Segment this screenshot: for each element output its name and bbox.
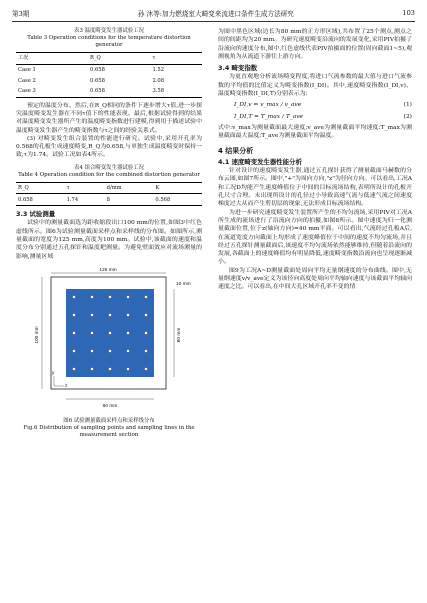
- section-3-3-para: 试验中的测量截面选为距收缩段出口100 mm的位置,如图3中红色虚线所示。图6为试验测量截面采样点和采样线的分布图。如图所示,测量截面的宽度为125 mm,高度为100 mm。试验中,该截面的速度和温度分布分别通过五孔探针和温度耙测量。为避免壁面效应对流场测量的影响,测量区域: [16, 220, 202, 260]
- sampling-point: [108, 331, 111, 334]
- section-3-3-title: 3.3 试验测量: [16, 210, 56, 219]
- table3-cell: Case 2: [18, 77, 36, 84]
- table3-col-header: R_Q: [90, 55, 101, 62]
- sampling-point: [72, 349, 75, 352]
- equation-1-number: (1): [403, 102, 412, 109]
- sampling-point: [108, 295, 111, 298]
- z-axis-label: z: [65, 383, 68, 389]
- sampling-point: [90, 313, 93, 316]
- sampling-point: [90, 295, 93, 298]
- left-column: [16, 28, 202, 439]
- sampling-point: [72, 367, 75, 370]
- running-title: 孙 沐等:加力燃烧室大畸变来流进口条件生成方法研究: [137, 10, 294, 18]
- figure-6-caption-en: Fig.6 Distribution of sampling points and sampling lines in the measurement section: [23, 425, 195, 439]
- table3-cell: 2.08: [152, 77, 165, 84]
- sampling-point: [126, 349, 129, 352]
- table3-cell: 1.52: [152, 66, 165, 73]
- section-4-title: 4 结果分析: [218, 146, 254, 155]
- table3-cell: 0.658: [90, 77, 105, 84]
- sampling-point: [90, 349, 93, 352]
- table4-col-header: τ: [66, 184, 70, 191]
- sampling-point: [72, 295, 75, 298]
- inner-width-label: 80 mm: [102, 403, 118, 409]
- outer-height-label: 100 mm: [35, 326, 40, 344]
- sampling-point: [144, 331, 147, 334]
- right-para-6: 图9为工况A~D测量截面处周向平均无量纲速度的分布曲线。图中,无量纲速度v/v_ave定义为该径向高度处周向平均轴向速度与该截面平均轴向速度之比。可以看出,在中间大孔区域开孔率不变的情: [218, 267, 412, 291]
- sampling-point: [108, 349, 111, 352]
- table3-col-header: 工况: [18, 55, 29, 62]
- left-para-2: (3) 对畸变发生组合装置的性能进行研究。试验中,采用开孔率为0.568的孔板生成速度畸变,R_Q为0.658,与单独生成温度畸变时保持一致;τ为1.74。试验工况如表4所示。: [16, 135, 202, 159]
- table4-col-header: R_Q: [18, 184, 29, 191]
- left-para-1: 预定的温度分布。然后,在R_Q相同的条件下逐步增大τ值,进一步探究温度畸变发生器在不同τ值下的性能表现。最后,根据试验得到的结果对温度畸变发生器所产生的温度畸变指数进行建模,得到用于描述试验中温度畸变发生器产生的畸变指数与τ之间的经验关系式。: [16, 102, 202, 134]
- top-gap-label: 10 mm: [176, 281, 191, 287]
- table4-title-en: Table 4 Operation condition for the combined distortion generator: [18, 171, 200, 178]
- sampling-point: [144, 295, 147, 298]
- table3-cell: 3.58: [152, 88, 165, 95]
- page-number: 103: [402, 9, 415, 17]
- section-4-1-title: 4.1 速度畸变发生器性能分析: [218, 157, 302, 166]
- table4-title-cn: 表4 组合畸变发生器试验工况: [74, 164, 144, 171]
- inner-height-label: 80 mm: [177, 327, 182, 343]
- table3-col-header: τ: [152, 55, 156, 62]
- sampling-point: [126, 295, 129, 298]
- right-para-2: 为更直观地分析流场畸变程度,将进口气流参数的最大值与进口气流参数的平均值的比值定义为畸变指数(I_DI)。其中,速度畸变指数(I_DI,v)、温度畸变指数(I_DI,T)分别表示为:: [218, 74, 412, 98]
- table3-title-en: Table 3 Operation conditions for the temperature distortion generator: [27, 35, 191, 48]
- table4-row: [16, 194, 202, 206]
- sampling-point: [126, 313, 129, 316]
- table3-cell: 0.658: [90, 88, 105, 95]
- equation-2-body: I_DI,T = T_max / T_ave: [234, 113, 304, 120]
- table3-cell: 0.658: [90, 66, 105, 73]
- page-header: [12, 7, 415, 19]
- figure-6-caption-cn: 图6 试验测量截面采样点和采样线分布: [63, 418, 155, 425]
- sampling-point: [108, 313, 111, 316]
- table4-col-header: d/mm: [106, 184, 122, 191]
- table3-row: [16, 75, 202, 86]
- sampling-point: [144, 367, 147, 370]
- sampling-point: [144, 313, 147, 316]
- right-para-3: 式中:v_max为测量截面最大速度;v_ave为测量截面平均速度;T_max为测量截面最大温度;T_ave为测量截面平均温度。: [218, 124, 412, 140]
- equation-1-body: I_DI,v = v_max / v_ave: [234, 102, 302, 109]
- right-para-1: 为图中黑色区域(边长为80 mm的正方形区域),共布置了25个测点,测点之间的间距均为20 mm。为研究速度畸变沿流向的发展变化,采用PIV拍摄了沿流向的速度分布,图中,红色虚线代表PIV拍摄面的位置(周向截面1~5),观测视角为从流道下游往上游方向。: [218, 29, 412, 60]
- sampling-point: [72, 313, 75, 316]
- figure-6: [16, 265, 202, 439]
- table4-cell: 0.658: [18, 196, 33, 203]
- figure-6-diagram: [16, 265, 202, 415]
- table3-cell: Case 1: [18, 66, 36, 73]
- sampling-point: [90, 331, 93, 334]
- sampling-point: [126, 331, 129, 334]
- equation-1: [218, 101, 412, 109]
- y-axis-label: y: [52, 370, 55, 376]
- right-para-4: 针对设计的速度畸变发生器,通过五孔探针获得了测量截面马赫数的分布云图,如图7所示。图中,"+"为周向方向,"z"为径向方向。可以看出,工况A和工况D均能产生速度峰值位于中间的目标流场结构,表明所设计的孔板开孔尺寸合理。未出现所设计的孔径过小导致高速气流与低速气流之间速度梯度过大从而产生剪切层的现象,无法形成目标流场结构。: [218, 168, 412, 208]
- sampling-point: [72, 331, 75, 334]
- table3: [16, 52, 202, 98]
- table4-cell: 1.74: [66, 196, 79, 203]
- section-3-4-title: 3.4 畸变指数: [218, 64, 258, 73]
- equation-2: [218, 113, 412, 121]
- table3-row: [16, 64, 202, 75]
- sampling-point: [126, 367, 129, 370]
- table4-cell: 0.568: [155, 196, 171, 203]
- table4-col-header: K: [155, 184, 160, 191]
- header-rule: [12, 21, 415, 22]
- sampling-point: [144, 349, 147, 352]
- table4-cell: 8: [106, 196, 110, 203]
- table3-cell: Case 3: [18, 88, 36, 95]
- right-para-5: 为进一步研究速度畸变发生装置所产生的不均匀流场,采用PIV对工况A所生成的流场进行了沿流向方向的拍摄,如图8所示。图中速度为归一化测量截面位置,位于z(轴向方向)=40 mm平面。可以看出,气流经过孔板A后,在流道宽度方向截面上均形成了速度峰值位于中间的速度不均匀流场,并且经过五孔探针测量截面后,该速度不均匀流场依然能够维持,但随着沿流向的发展,各截面上的速度峰值均有明显降低,速度畸变指数沿流向也呈现逐渐减小。: [218, 209, 412, 266]
- equation-2-number: (2): [403, 113, 412, 120]
- issue-number: 第3期: [12, 10, 30, 18]
- table3-row: [16, 86, 202, 97]
- table3-title-cn: 表3 温度畸变发生器试验工况: [74, 28, 144, 34]
- sampling-point: [108, 367, 111, 370]
- right-column: [218, 28, 412, 292]
- sampling-point: [90, 367, 93, 370]
- table4: [16, 182, 202, 206]
- outer-width-label: 125 mm: [99, 267, 117, 273]
